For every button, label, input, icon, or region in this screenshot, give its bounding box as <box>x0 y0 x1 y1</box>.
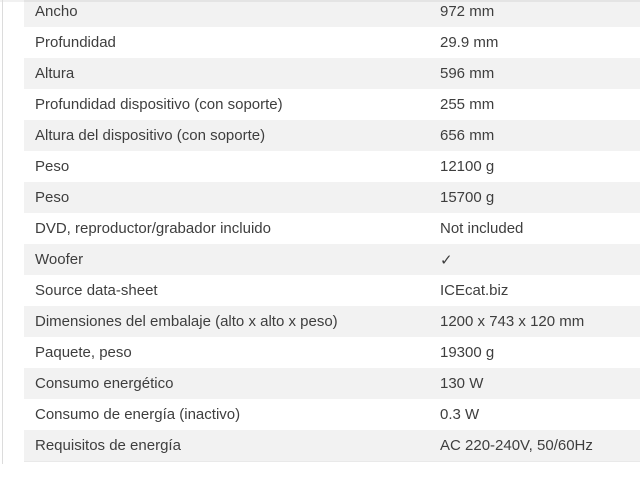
spec-table <box>24 0 640 462</box>
spec-value: Not included <box>440 220 524 237</box>
spec-row-consumo-energetico <box>24 368 640 399</box>
spec-row-consumo-inactivo <box>24 399 640 430</box>
spec-label: Ancho <box>35 3 78 20</box>
spec-label: Peso <box>35 158 70 175</box>
spec-row-altura-dispositivo <box>24 120 640 151</box>
spec-value: 15700 g <box>440 189 495 206</box>
spec-value: 29.9 mm <box>440 34 499 51</box>
spec-label: Source data-sheet <box>35 282 158 299</box>
spec-row-profundidad <box>24 27 640 58</box>
card-left-edge <box>2 0 3 464</box>
spec-value: 12100 g <box>440 158 495 175</box>
spec-row-dvd <box>24 213 640 244</box>
spec-row-paquete-peso <box>24 337 640 368</box>
spec-label: Profundidad <box>35 34 116 51</box>
spec-label: DVD, reproductor/grabador incluido <box>35 220 271 237</box>
spec-value: 255 mm <box>440 96 495 113</box>
spec-row-source-datasheet <box>24 275 640 306</box>
spec-label: Dimensiones del embalaje (alto x alto x peso) <box>35 313 338 330</box>
spec-value: 972 mm <box>440 3 495 20</box>
spec-value: 596 mm <box>440 65 495 82</box>
spec-label: Profundidad dispositivo (con soporte) <box>35 96 283 113</box>
table-top-cut-edge <box>0 0 640 2</box>
spec-row-profundidad-dispositivo <box>24 89 640 120</box>
spec-row-requisitos-energia <box>24 430 640 462</box>
spec-label: Woofer <box>35 251 84 268</box>
spec-label: Consumo energético <box>35 375 174 392</box>
spec-row-woofer <box>24 244 640 275</box>
spec-row-dimensiones-embalaje <box>24 306 640 337</box>
spec-value: ICEcat.biz <box>440 282 509 299</box>
spec-row-altura <box>24 58 640 89</box>
spec-label: Peso <box>35 189 70 206</box>
spec-value: 130 W <box>440 375 484 392</box>
spec-label: Paquete, peso <box>35 344 132 361</box>
spec-row-ancho <box>24 0 640 27</box>
spec-value: 656 mm <box>440 127 495 144</box>
spec-row-peso-2 <box>24 182 640 213</box>
spec-value: 19300 g <box>440 344 495 361</box>
spec-label: Altura del dispositivo (con soporte) <box>35 127 266 144</box>
spec-row-peso-1 <box>24 151 640 182</box>
checkmark-icon: ✓ <box>440 251 453 269</box>
spec-value: AC 220-240V, 50/60Hz <box>440 437 593 454</box>
spec-label: Requisitos de energía <box>35 437 181 454</box>
spec-label: Altura <box>35 65 75 82</box>
spec-value: 0.3 W <box>440 406 480 423</box>
spec-label: Consumo de energía (inactivo) <box>35 406 241 423</box>
spec-value: 1200 x 743 x 120 mm <box>440 313 585 330</box>
